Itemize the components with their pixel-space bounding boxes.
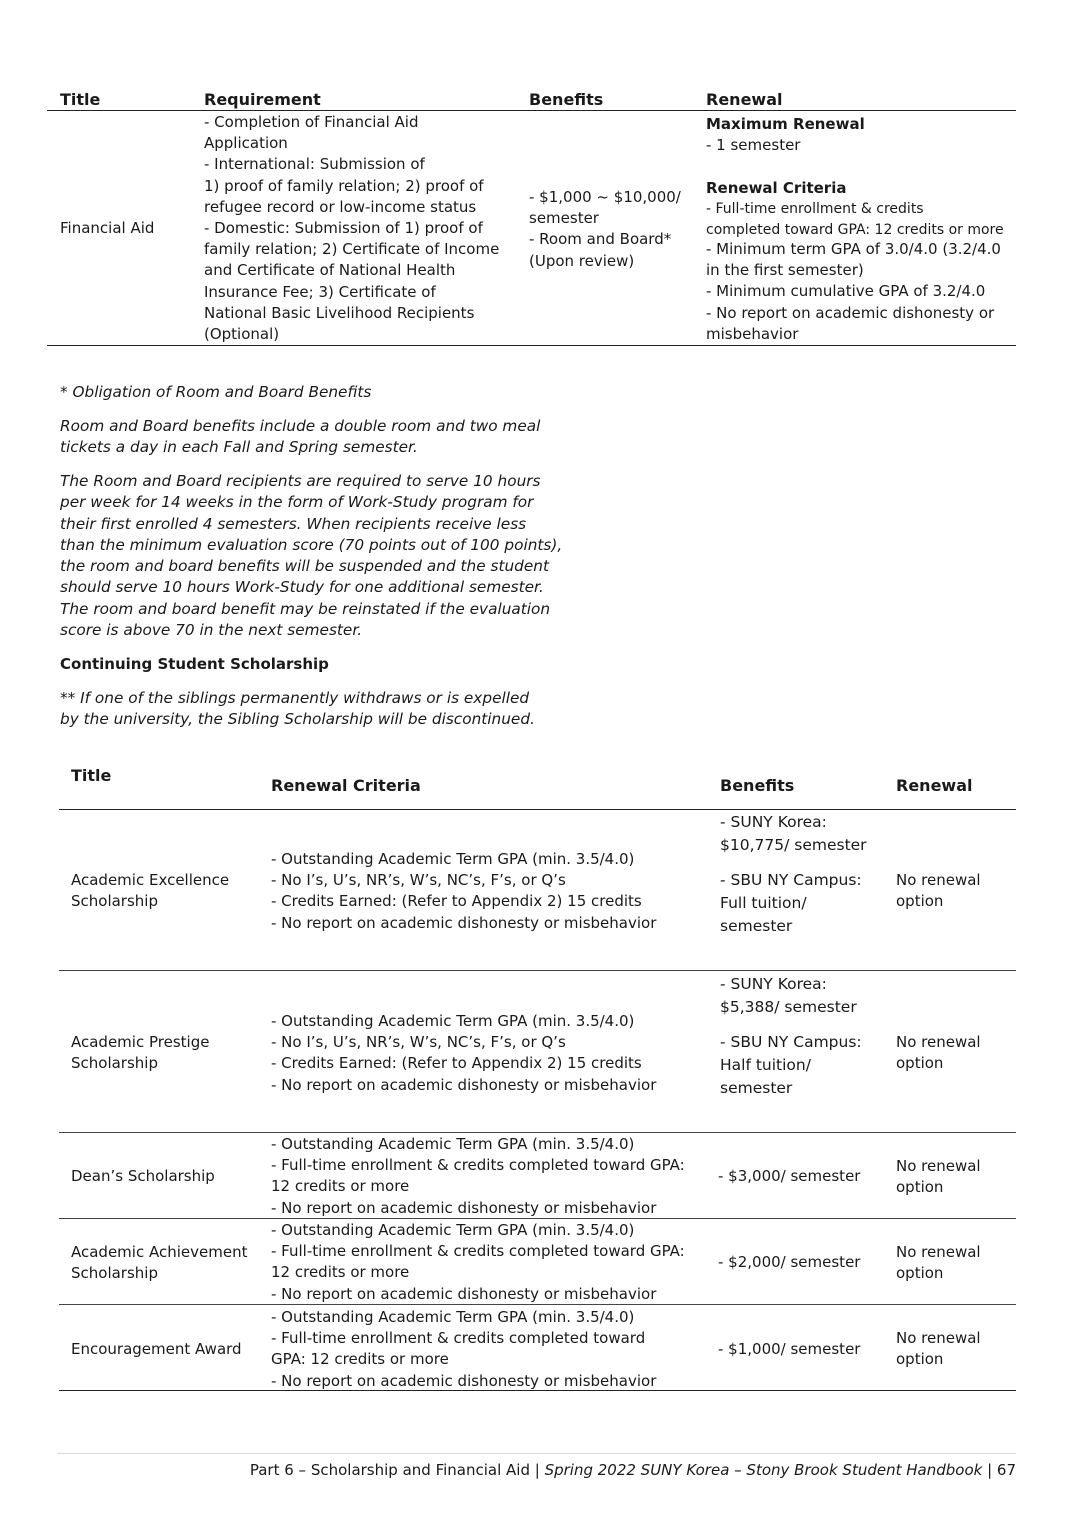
header-renewal: Renewal (706, 90, 783, 109)
obligation-para1: Room and Board benefits include a double room and two meal tickets a day in each Fall and Spring semester. (60, 417, 541, 457)
row-benefit: - $1,000/ semester (718, 1340, 861, 1358)
row-renewal: No renewal option (896, 871, 981, 911)
obligation-para2: The Room and Board recipients are required to serve 10 hours per week for 14 weeks in the form of Work-Study program for their first enrolled 4 semesters. When recipients receive less than the minimum evaluation score (70 points out of 100 points), the room and board benefits will be suspended and the student should serve 10 hours Work-Study for one additional semester. The room and board benefit may be reinstated if the evaluation score is above 70 in the next semester. (60, 472, 563, 640)
row-benefit: - $3,000/ semester (718, 1167, 861, 1185)
renewal-max-heading: Maximum Renewal (706, 115, 865, 133)
row-criteria: - Outstanding Academic Term GPA (min. 3.5/4.0) - Full-time enrollment & credits completed toward GPA: 12 credits or more - No report on academic dishonesty or misbehavior (271, 1308, 657, 1390)
sibling-note: ** If one of the siblings permanently withdraws or is expelled by the university, the Sibling Scholarship will be discontinued. (60, 689, 535, 729)
footer-handbook: Spring 2022 SUNY Korea – Stony Brook Student Handbook (544, 1461, 983, 1479)
header2-criteria: Renewal Criteria (271, 776, 421, 795)
row-renewal: No renewal option (896, 1243, 981, 1283)
row-benefit-korea: - SUNY Korea: $5,388/ semester (720, 975, 857, 1016)
row-benefit: - $2,000/ semester (718, 1253, 861, 1271)
row-benefit-ny: - SBU NY Campus: Half tuition/ semester (720, 1033, 862, 1097)
header2-benefits: Benefits (720, 776, 795, 795)
row-divider (59, 970, 1016, 971)
financial-aid-title: Financial Aid (60, 219, 155, 237)
page-footer (250, 1461, 1016, 1479)
renewal-criteria-heading: Renewal Criteria (706, 179, 847, 197)
row-divider (59, 1304, 1016, 1305)
header-benefits: Benefits (529, 90, 604, 109)
footer-rule (57, 1453, 1016, 1454)
row-criteria: - Outstanding Academic Term GPA (min. 3.5/4.0) - No I’s, U’s, NR’s, W’s, NC’s, F’s, or Q’s - Credits Earned: (Refer to Appendix 2) 15 credits - No report on academic dishonesty or misbehavior (271, 850, 657, 932)
table2-bottom-rule (59, 1390, 1016, 1391)
financial-aid-benefits: - $1,000 ~ $10,000/ semester - Room and Board* (Upon review) (529, 188, 681, 270)
row-divider (59, 1132, 1016, 1133)
row-title: Encouragement Award (71, 1340, 242, 1358)
renewal-criteria-small: - Full-time enrollment & credits completed toward GPA: 12 credits or more (706, 201, 1004, 238)
row-title: Academic Excellence Scholarship (71, 871, 230, 911)
row-criteria: - Outstanding Academic Term GPA (min. 3.5/4.0) - Full-time enrollment & credits completed toward GPA: 12 credits or more - No report on academic dishonesty or misbehavior (271, 1135, 685, 1217)
table1-header-rule (47, 110, 1016, 111)
row-benefit-korea: - SUNY Korea: $10,775/ semester (720, 813, 867, 854)
row-title: Academic Achievement Scholarship (71, 1243, 248, 1283)
row-criteria: - Outstanding Academic Term GPA (min. 3.5/4.0) - No I’s, U’s, NR’s, W’s, NC’s, F’s, or Q’s - Credits Earned: (Refer to Appendix 2) 15 credits - No report on academic dishonesty or misbehavior (271, 1012, 657, 1094)
obligation-heading: * Obligation of Room and Board Benefits (60, 383, 372, 401)
renewal-criteria-text: - Minimum term GPA of 3.0/4.0 (3.2/4.0 in the first semester) - Minimum cumulative GPA of 3.2/4.0 - No report on academic dishonesty or misbehavior (706, 240, 1001, 343)
row-divider (59, 1218, 1016, 1219)
row-title: Academic Prestige Scholarship (71, 1033, 210, 1073)
header2-title: Title (71, 766, 112, 785)
row-benefit-ny: - SBU NY Campus: Full tuition/ semester (720, 871, 862, 935)
footer-page-number: | 67 (982, 1461, 1016, 1479)
row-renewal: No renewal option (896, 1033, 981, 1073)
row-renewal: No renewal option (896, 1157, 981, 1197)
table1-bottom-rule (47, 345, 1016, 346)
table2-header-rule (59, 809, 1016, 810)
row-title: Dean’s Scholarship (71, 1167, 215, 1185)
continuing-heading: Continuing Student Scholarship (60, 655, 329, 673)
footer-part: Part 6 – Scholarship and Financial Aid | (249, 1461, 545, 1479)
row-criteria: - Outstanding Academic Term GPA (min. 3.5/4.0) - Full-time enrollment & credits completed toward GPA: 12 credits or more - No report on academic dishonesty or misbehavior (271, 1221, 685, 1303)
header-requirement: Requirement (204, 90, 321, 109)
header-title: Title (60, 90, 101, 109)
financial-aid-requirement: - Completion of Financial Aid Application - International: Submission of 1) proof of family relation; 2) proof of refugee record or low-income status - Domestic: Submission of 1) proof of family relation; 2) Certificate of Income and Certificate of National Health Insurance Fee; 3) Certificate of National Basic Livelihood Recipients (Optional) (204, 113, 500, 344)
renewal-max-text: - 1 semester (706, 136, 801, 154)
row-renewal: No renewal option (896, 1329, 981, 1369)
header2-renewal: Renewal (896, 776, 973, 795)
